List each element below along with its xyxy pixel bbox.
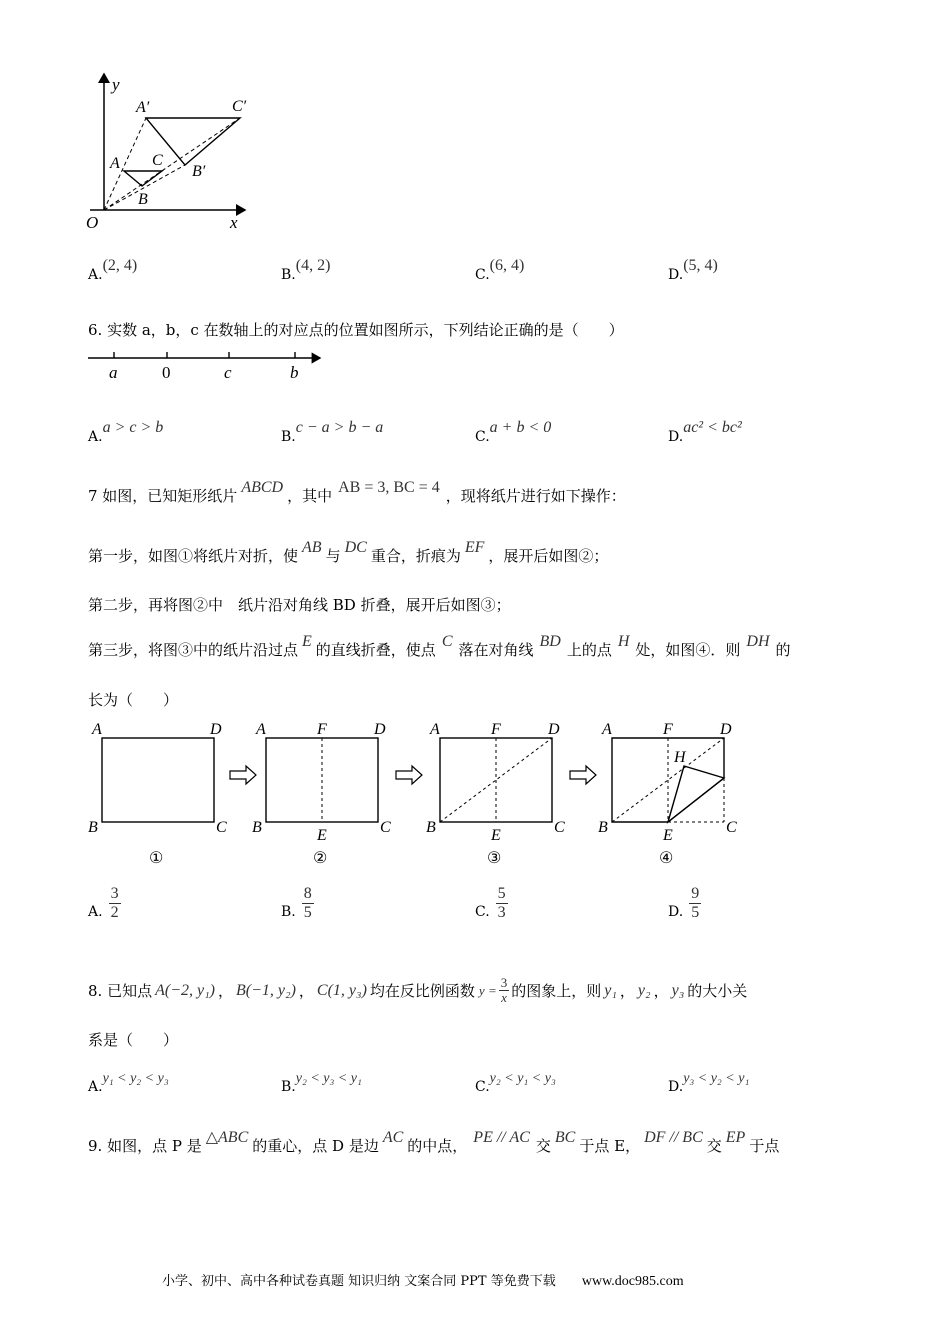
number-line bbox=[86, 348, 326, 384]
coordinate-figure bbox=[80, 68, 260, 238]
q8-option-a[interactable]: A.y₁ < y₂ < y₃ bbox=[88, 1071, 169, 1095]
svg-text:A: A bbox=[256, 721, 266, 738]
arrow-1 bbox=[230, 766, 256, 784]
q6-option-c[interactable]: C.a + b < 0 bbox=[475, 419, 552, 445]
svg-text:C: C bbox=[726, 819, 737, 836]
label-b: B bbox=[138, 191, 148, 208]
svg-text:E: E bbox=[317, 827, 327, 844]
svg-text:F: F bbox=[663, 721, 673, 738]
page-footer bbox=[162, 1270, 684, 1290]
svg-text:B: B bbox=[426, 819, 436, 836]
q8-line-2: 系是（ ） bbox=[88, 1031, 179, 1049]
arrow-3 bbox=[570, 766, 596, 784]
dashed-rays bbox=[104, 118, 240, 210]
label-c: C bbox=[152, 152, 163, 169]
footer-url[interactable]: www.doc985.com bbox=[581, 1274, 684, 1289]
tick-b: b bbox=[290, 363, 299, 382]
svg-text:D: D bbox=[720, 721, 732, 738]
svg-text:C: C bbox=[380, 819, 391, 836]
q7-line-4: 第三步，将图③中的纸片沿过点 E 的直线折叠，使点 C 落在对角线 BD 上的点 H 处，如图④．则 DH 的 bbox=[88, 633, 791, 659]
svg-text:A: A bbox=[430, 721, 440, 738]
q9-line-1: 9. 如图，点 P 是 △ABC 的重心，点 D 是边 AC 的中点， PE // AC 交 BC 于点 E， DF // BC 交 EP 于点 bbox=[88, 1129, 780, 1155]
figure-4 bbox=[598, 721, 737, 867]
figure-3 bbox=[426, 721, 565, 867]
svg-text:H: H bbox=[674, 749, 686, 766]
label-origin: O bbox=[86, 213, 99, 232]
q5-option-c[interactable]: C.(6, 4) bbox=[475, 257, 525, 283]
label-a-prime: A′ bbox=[136, 99, 150, 116]
label-y: y bbox=[112, 75, 120, 94]
q5-option-b[interactable]: B.(4, 2) bbox=[281, 257, 331, 283]
q5-option-a[interactable]: A.(2, 4) bbox=[88, 257, 138, 283]
svg-text:B: B bbox=[252, 819, 262, 836]
svg-text:A: A bbox=[92, 721, 102, 738]
q7-line-2: 第一步，如图①将纸片对折，使 AB 与 DC 重合，折痕为 EF ，展开后如图②； bbox=[88, 539, 609, 565]
svg-text:B: B bbox=[598, 819, 608, 836]
q7-line-3: 第二步，再将图②中 纸片沿对角线 BD 折叠，展开后如图③； bbox=[88, 596, 511, 614]
triangle-abc bbox=[124, 171, 162, 186]
svg-text:④: ④ bbox=[659, 850, 674, 867]
label-a: A bbox=[110, 155, 120, 172]
svg-text:A: A bbox=[602, 721, 612, 738]
footer-text: 小学、初中、高中各种试卷真题 知识归纳 文案合同 PPT 等免费下载 bbox=[162, 1274, 556, 1289]
tick-c: c bbox=[224, 363, 232, 382]
label-b-prime: B′ bbox=[192, 163, 206, 180]
svg-text:D: D bbox=[548, 721, 560, 738]
q8-option-d[interactable]: D.y₃ < y₂ < y₁ bbox=[668, 1071, 750, 1095]
q6-stem: 6. 实数 a，b，c 在数轴上的对应点的位置如图所示，下列结论正确的是（ ） bbox=[88, 321, 624, 339]
q7-option-a[interactable]: A. $\frac{3}{2}$ bbox=[88, 884, 119, 921]
q8-line-1: 8. 已知点 A(−2, y₁) ， B(−1, y₂) ， C(1, y₃) 均在反比例函数 y = $\frac{3}{x}$ 的图象上，则 y₁ ， y₂ ， y₃ 的大小关 bbox=[88, 975, 748, 1005]
svg-text:B: B bbox=[88, 819, 98, 836]
arrow-2 bbox=[396, 766, 422, 784]
q7-line-5: 长为（ ） bbox=[88, 691, 179, 709]
svg-text:D: D bbox=[374, 721, 386, 738]
svg-text:③: ③ bbox=[487, 850, 502, 867]
svg-text:E: E bbox=[663, 827, 673, 844]
q8-option-b[interactable]: B.y₂ < y₃ < y₁ bbox=[281, 1071, 362, 1095]
q7-option-c[interactable]: C. $\frac{5}{3}$ bbox=[475, 884, 506, 921]
q7-option-b[interactable]: B. $\frac{8}{5}$ bbox=[281, 884, 312, 921]
svg-text:①: ① bbox=[149, 850, 164, 867]
figure-1 bbox=[88, 721, 227, 867]
svg-text:C: C bbox=[554, 819, 565, 836]
tick-zero: 0 bbox=[162, 363, 171, 382]
q6-option-a[interactable]: A.a > c > b bbox=[88, 419, 164, 445]
figure-2 bbox=[252, 721, 391, 867]
label-x: x bbox=[230, 213, 238, 232]
svg-text:D: D bbox=[210, 721, 222, 738]
label-c-prime: C′ bbox=[232, 98, 247, 115]
q8-option-c[interactable]: C.y₂ < y₁ < y₃ bbox=[475, 1071, 556, 1095]
q5-option-d[interactable]: D.(5, 4) bbox=[668, 257, 718, 283]
q7-option-d[interactable]: D. $\frac{9}{5}$ bbox=[668, 884, 700, 921]
svg-text:F: F bbox=[317, 721, 327, 738]
tick-a: a bbox=[109, 363, 118, 382]
svg-text:E: E bbox=[491, 827, 501, 844]
folding-figures bbox=[84, 716, 744, 868]
svg-text:F: F bbox=[491, 721, 501, 738]
svg-text:②: ② bbox=[313, 850, 328, 867]
q7-line-1: 7 如图，已知矩形纸片 ABCD ，其中 AB = 3, BC = 4 ，现将纸片进行如下操作： bbox=[88, 479, 626, 505]
svg-text:C: C bbox=[216, 819, 227, 836]
q6-option-b[interactable]: B.c − a > b − a bbox=[281, 419, 384, 445]
q6-option-d[interactable]: D.ac² < bc² bbox=[668, 419, 742, 445]
